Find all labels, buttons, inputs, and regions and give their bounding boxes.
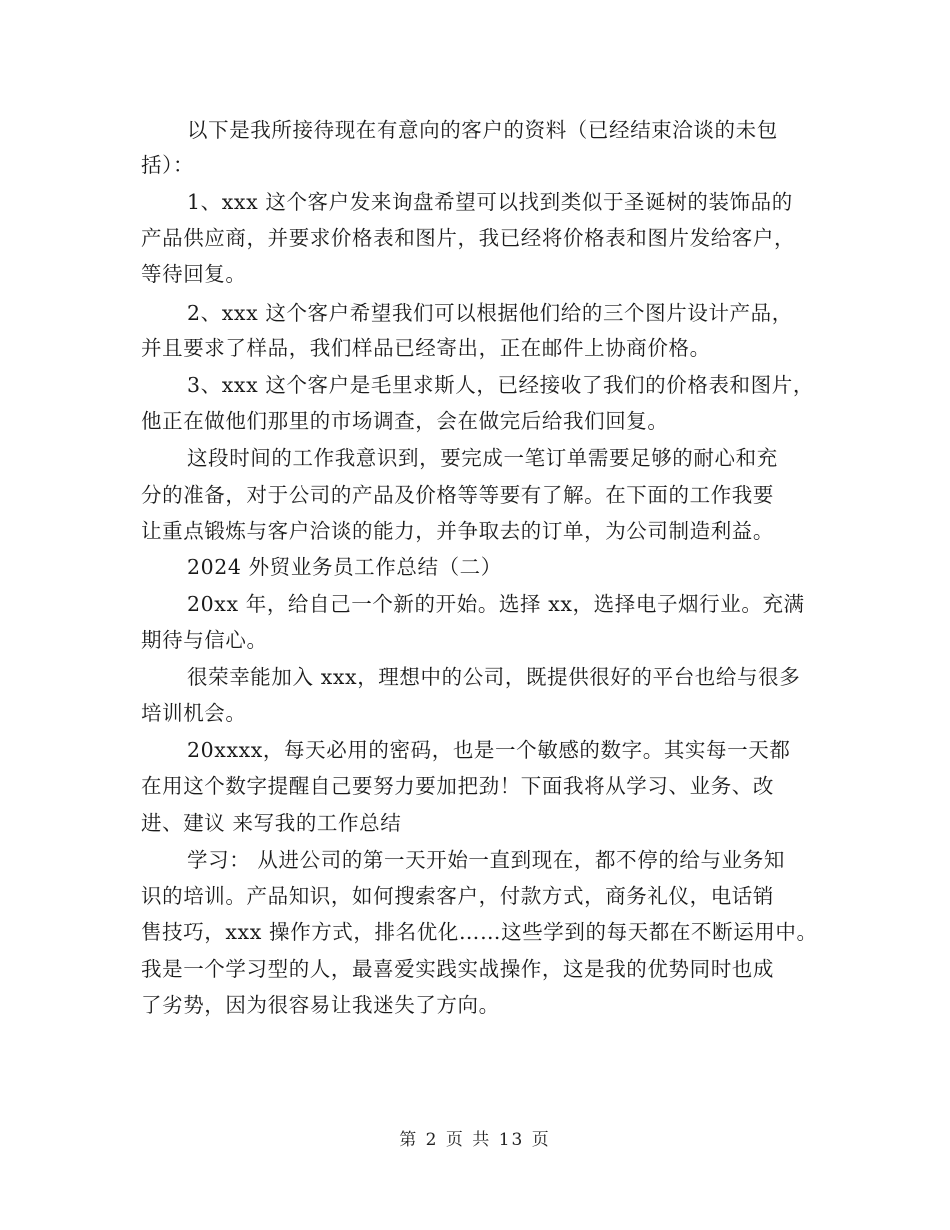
text-line: 期待与信心。 — [141, 628, 268, 652]
text-line: 以下是我所接待现在有意向的客户的资料（已经结束洽谈的未包 — [187, 118, 778, 142]
text-line: 他正在做他们那里的市场调查，会在做完后给我们回复。 — [141, 409, 669, 433]
text-line: 等待回复。 — [141, 262, 247, 286]
text-line: 这段时间的工作我意识到，要完成一笔订单需要足够的耐心和充 — [187, 446, 778, 470]
text-line: 了劣势，因为很容易让我迷失了方向。 — [141, 993, 500, 1017]
text-line: 并且要求了样品，我们样品已经寄出，正在邮件上协商价格。 — [141, 336, 711, 360]
page-number: 第 2 页 共 13 页 — [399, 1130, 551, 1150]
text-line: 让重点锻炼与客户洽谈的能力，并争取去的订单，为公司制造利益。 — [141, 519, 774, 543]
text-line: 3、xxx 这个客户是毛里求斯人，已经接收了我们的价格表和图片， — [187, 373, 814, 397]
text-line: 识的培训。产品知识，如何搜索客户，付款方式，商务礼仪，电话销 — [141, 884, 774, 908]
text-line: 培训机会。 — [141, 701, 247, 725]
text-line: 1、xxx 这个客户发来询盘希望可以找到类似于圣诞树的装饰品的 — [187, 190, 793, 214]
text-line: 很荣幸能加入 xxx，理想中的公司，既提供很好的平台也给与很多 — [187, 665, 801, 689]
text-line: 学习： 从进公司的第一天开始一直到现在，都不停的给与业务知 — [187, 848, 785, 872]
text-line: 售技巧，xxx 操作方式，排名优化……这些学到的每天都在不断运用中。 — [141, 920, 818, 944]
text-line: 在用这个数字提醒自己要努力要加把劲！下面我将从学习、业务、改 — [141, 774, 774, 798]
text-line: 我是一个学习型的人，最喜爱实践实战操作，这是我的优势同时也成 — [141, 957, 774, 981]
text-line: 20xxxx，每天必用的密码，也是一个敏感的数字。其实每一天都 — [187, 738, 791, 762]
text-line: 产品供应商，并要求价格表和图片，我已经将价格表和图片发给客户， — [141, 226, 796, 250]
text-line: 分的准备，对于公司的产品及价格等等要有了解。在下面的工作我要 — [141, 483, 774, 507]
text-line: 括）： — [141, 153, 195, 177]
text-line: 2、xxx 这个客户希望我们可以根据他们给的三个图片设计产品， — [187, 301, 793, 325]
text-line: 进、建议 来写我的工作总结 — [141, 811, 402, 835]
section-heading: 2024 外贸业务员工作总结（二） — [187, 555, 502, 579]
text-line: 20xx 年，给自己一个新的开始。选择 xx，选择电子烟行业。充满 — [187, 592, 805, 616]
